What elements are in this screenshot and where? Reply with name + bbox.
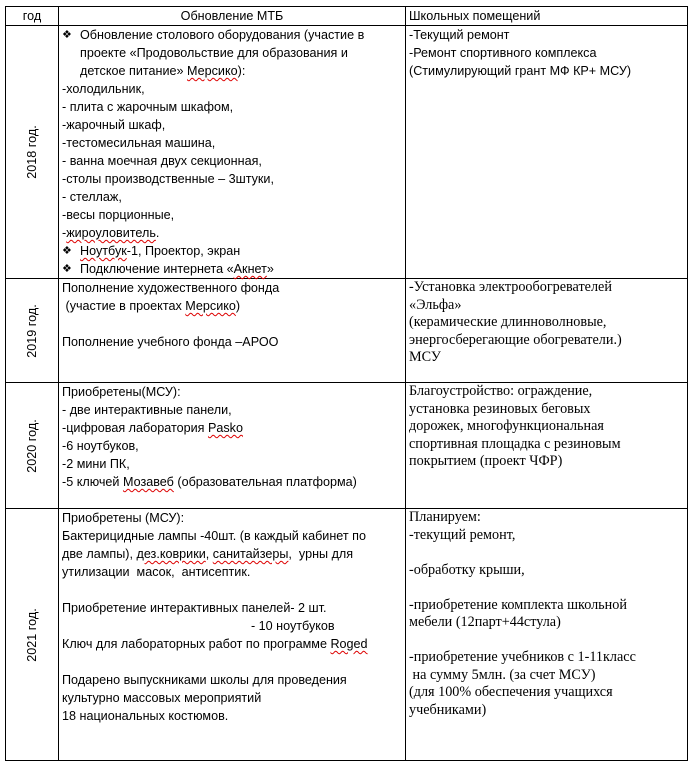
mtb-table bbox=[5, 6, 688, 761]
table-header-row bbox=[6, 7, 688, 26]
year-label: 2018 год. bbox=[25, 125, 39, 179]
diamond-bullet-icon: ❖ bbox=[62, 29, 72, 41]
diamond-bullet-icon: ❖ bbox=[62, 245, 72, 257]
list-item: -жироуловитель. bbox=[62, 226, 160, 240]
list-item: -столы производственные – 3штуки, bbox=[62, 172, 274, 186]
rooms-cell: Планируем: -текущий ремонт, -обработку крыши, -приобретение комплекта школьной мебели (12парт+44стула) -приобретение учебников с 1-11класс на сумму 5млн. (за счет МСУ) (для 100% обеспечения учащихся учебниками) bbox=[406, 509, 688, 761]
rooms-cell bbox=[406, 26, 688, 279]
list-item: -весы порционные, bbox=[62, 208, 175, 222]
mtb-cell bbox=[59, 26, 406, 279]
header-rooms: Школьных помещений bbox=[406, 7, 688, 26]
list-item: - плита с жарочным шкафом, bbox=[62, 100, 234, 114]
mtb-cell: Пополнение художественного фонда (участие в проектах Мерсико) Пополнение учебного фонда –АРОО bbox=[59, 279, 406, 383]
table-row-2019 bbox=[6, 279, 688, 383]
rooms-cell: -Установка электрообогревателей «Эльфа» (керамические длинноволновые, энергосберегающие обогреватели.) МСУ bbox=[406, 279, 688, 383]
diamond-bullet-icon: ❖ bbox=[62, 263, 72, 275]
list-item: ❖ Ноутбук-1, Проектор, экран bbox=[62, 244, 241, 258]
list-item: ❖ Обновление столового оборудования (участие в проекте «Продовольствие для образования и детское питание» Мерсико): bbox=[62, 28, 365, 78]
year-cell bbox=[6, 279, 59, 383]
list-item: -жарочный шкаф, bbox=[62, 118, 166, 132]
year-cell bbox=[6, 383, 59, 509]
table-row-2021 bbox=[6, 509, 688, 761]
year-label: 2019 год. bbox=[25, 303, 39, 358]
list-item: - ванна моечная двух секционная, bbox=[62, 154, 262, 168]
list-item: (Стимулирующий грант МФ КР+ МСУ) bbox=[409, 64, 632, 78]
table-row-2018 bbox=[6, 26, 688, 279]
list-item: ❖ Подключение интернета «Акнет» bbox=[62, 262, 274, 276]
table-row-2020 bbox=[6, 383, 688, 509]
year-cell bbox=[6, 509, 59, 761]
list-item: -Ремонт спортивного комплекса bbox=[409, 46, 597, 60]
rooms-cell: Благоустройство: ограждение, установка резиновых беговых дорожек, многофункциональная спортивная площадка с резиновым покрытием (проект ЧФР) bbox=[406, 383, 688, 509]
year-cell bbox=[6, 26, 59, 279]
year-label: 2021 год. bbox=[25, 607, 39, 662]
mtb-cell: Приобретены(МСУ): - две интерактивные панели, -цифровая лаборатория Pasko -6 ноутбуков, -2 мини ПК, -5 ключей Мозавеб (образовательная платформа) bbox=[59, 383, 406, 509]
mtb-cell: Приобретены (МСУ): Бактерицидные лампы -40шт. (в каждый кабинет по две лампы), дез.коврики, санитайзеры, урны для утилизации масок, антисептик. Приобретение интерактивных панелей- 2 шт. - 10 ноутбуков Ключ для лабораторных работ по программе Roged Подарено выпускниками школы для проведения культурно массовых мероприятий 18 национальных костюмов. bbox=[59, 509, 406, 761]
list-item: - стеллаж, bbox=[62, 190, 122, 204]
list-item: -тестомесильная машина, bbox=[62, 136, 216, 150]
year-label: 2020 год. bbox=[25, 418, 39, 473]
list-item: -Текущий ремонт bbox=[409, 28, 510, 42]
list-item: -холодильник, bbox=[62, 82, 145, 96]
header-mtb: Обновление МТБ bbox=[59, 7, 406, 26]
header-year: год bbox=[6, 7, 59, 26]
